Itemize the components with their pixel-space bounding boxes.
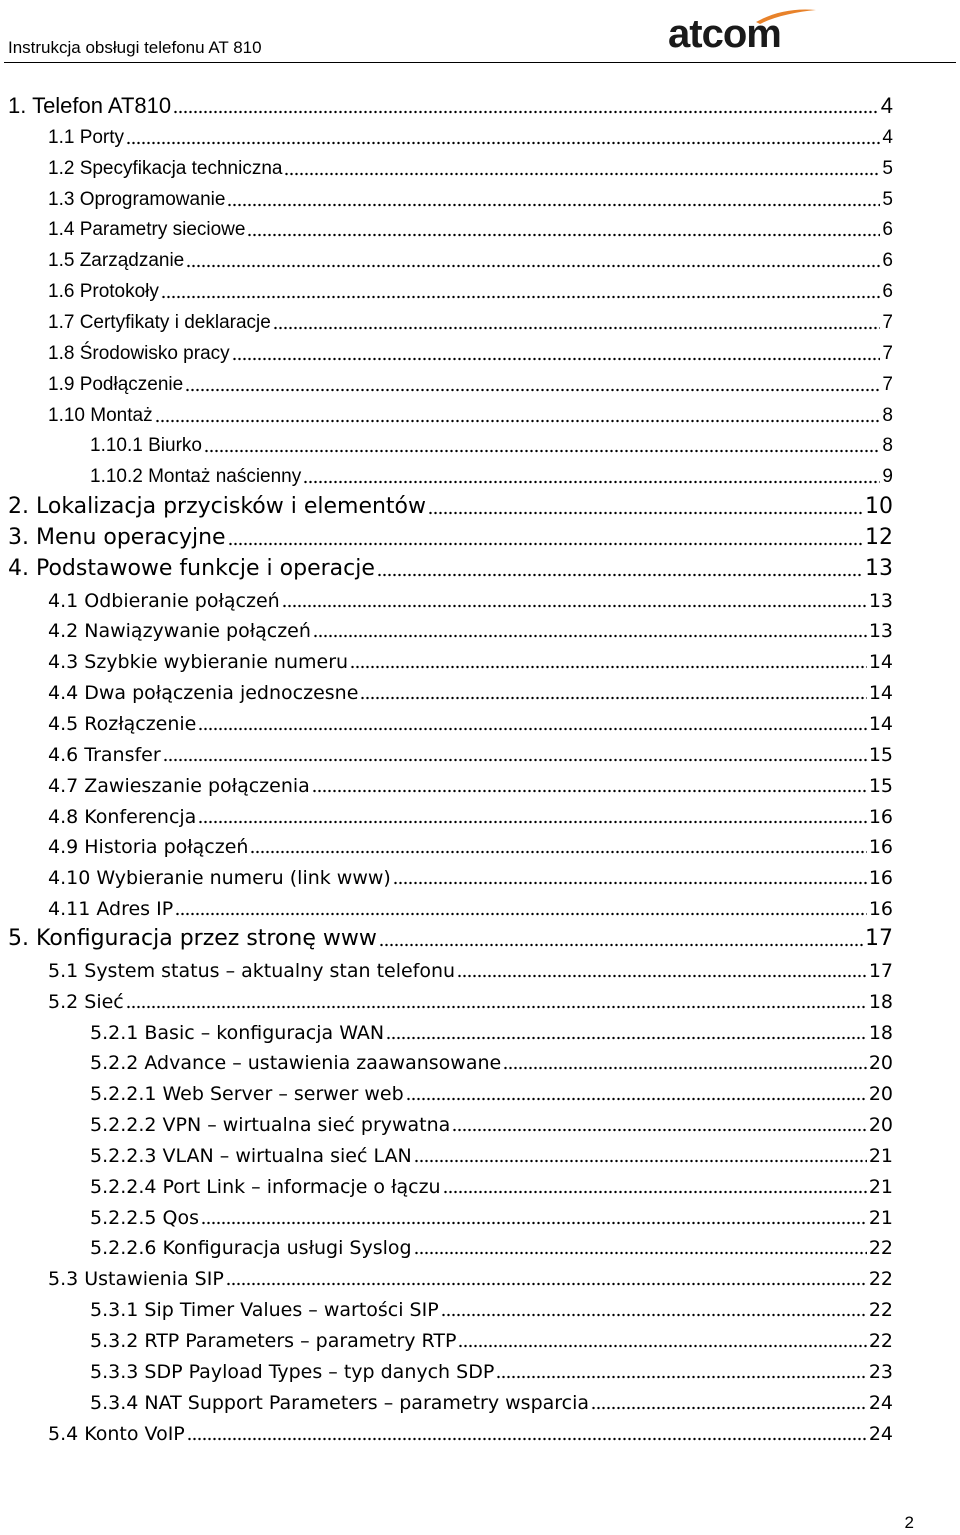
toc-leader-dots — [155, 413, 881, 423]
toc-entry[interactable] — [48, 798, 893, 829]
toc-entry-page: 21 — [868, 1207, 893, 1229]
toc-entry-label: 1.7 Certyfikaty i deklaracje — [48, 312, 271, 333]
toc-entry-label: 4.4 Dwa połączenia jednoczesne — [48, 682, 359, 704]
toc-entry[interactable] — [48, 150, 893, 181]
toc-leader-dots — [173, 104, 879, 114]
toc-entry[interactable] — [90, 427, 893, 458]
toc-entry[interactable] — [90, 1168, 893, 1199]
toc-entry-page: 8 — [882, 405, 893, 426]
toc-entry[interactable] — [48, 828, 893, 859]
toc-entry-label: 4.3 Szybkie wybieranie numeru — [48, 651, 349, 673]
toc-entry-label: 5.2.2 Advance – ustawienia zaawansowane — [90, 1052, 502, 1074]
toc-entry-page: 14 — [868, 651, 893, 673]
toc-entry-label: 4.8 Konferencja — [48, 806, 197, 828]
toc-entry-label: 5.2.2.4 Port Link – informacje o łączu — [90, 1176, 441, 1198]
toc-leader-dots — [441, 1307, 867, 1317]
toc-entry[interactable] — [90, 458, 893, 489]
toc-entry-page: 24 — [868, 1423, 893, 1445]
toc-entry-label: 4. Podstawowe funkcje i operacje — [8, 556, 375, 581]
toc-leader-dots — [360, 690, 866, 700]
atcom-logo — [664, 6, 824, 56]
toc-leader-dots — [204, 443, 880, 453]
toc-entry-page: 20 — [868, 1052, 893, 1074]
toc-entry-page: 8 — [882, 435, 893, 456]
toc-entry-page: 6 — [882, 281, 893, 302]
toc-entry-page: 4 — [880, 93, 893, 118]
toc-entry[interactable] — [90, 1322, 893, 1353]
toc-leader-dots — [185, 382, 880, 392]
toc-entry-page: 15 — [868, 775, 893, 797]
toc-leader-dots — [443, 1184, 867, 1194]
toc-entry-label: 1.10 Montaż — [48, 405, 153, 426]
toc-entry-page: 7 — [882, 343, 893, 364]
toc-leader-dots — [414, 1245, 867, 1255]
toc-entry-label: 5.3.1 Sip Timer Values – wartości SIP — [90, 1299, 439, 1321]
toc-entry-page: 22 — [868, 1268, 893, 1290]
toc-entry-page: 18 — [868, 991, 893, 1013]
toc-leader-dots — [503, 1060, 867, 1070]
toc-entry-page: 9 — [882, 466, 893, 487]
toc-leader-dots — [198, 814, 867, 824]
toc-entry-label: 5.3 Ustawienia SIP — [48, 1268, 224, 1290]
toc-entry-label: 4.2 Nawiązywanie połączeń — [48, 620, 311, 642]
toc-entry-page: 14 — [868, 682, 893, 704]
toc-entry-label: 4.7 Zawieszanie połączenia — [48, 775, 310, 797]
toc-entry-label: 5. Konfiguracja przez stronę www — [8, 926, 377, 951]
toc-entry[interactable] — [48, 643, 893, 674]
toc-entry[interactable] — [90, 1199, 893, 1230]
toc-entry-page: 7 — [882, 312, 893, 333]
toc-entry[interactable] — [48, 859, 893, 890]
toc-entry-page: 24 — [868, 1392, 893, 1414]
toc-entry[interactable] — [48, 304, 893, 335]
toc-leader-dots — [187, 1431, 867, 1441]
toc-entry-label: 1.10.1 Biurko — [90, 435, 202, 456]
toc-entry-page: 21 — [868, 1145, 893, 1167]
toc-leader-dots — [226, 1276, 867, 1286]
toc-entry-page: 22 — [868, 1330, 893, 1352]
toc-entry[interactable] — [48, 211, 893, 242]
toc-entry[interactable] — [90, 1229, 893, 1260]
page-number: 2 — [904, 1513, 914, 1532]
toc-entry[interactable] — [48, 890, 893, 921]
toc-entry-label: 1.2 Specyfikacja techniczna — [48, 158, 283, 179]
toc-leader-dots — [227, 197, 880, 207]
toc-entry-label: 4.1 Odbieranie połączeń — [48, 590, 280, 612]
toc-leader-dots — [313, 628, 867, 638]
toc-entry[interactable] — [48, 705, 893, 736]
toc-entry-label: 5.2.2.2 VPN – wirtualna sieć prywatna — [90, 1114, 451, 1136]
toc-entry[interactable] — [48, 1260, 893, 1291]
toc-entry-label: 1.8 Środowisko pracy — [48, 343, 230, 364]
toc-entry-label: 5.2.1 Basic – konfiguracja WAN — [90, 1022, 385, 1044]
toc-entry[interactable] — [48, 1415, 893, 1446]
toc-entry-label: 1.4 Parametry sieciowe — [48, 219, 246, 240]
toc-entry-label: 5.3.4 NAT Support Parameters – parametry wsparcia — [90, 1392, 590, 1414]
toc-leader-dots — [591, 1400, 867, 1410]
toc-entry-page: 16 — [868, 806, 893, 828]
toc-leader-dots — [414, 1153, 867, 1163]
toc-leader-dots — [379, 937, 863, 947]
toc-entry[interactable] — [90, 1384, 893, 1415]
toc-entry-label: 4.10 Wybieranie numeru (link www) — [48, 867, 391, 889]
toc-entry-label: 1.1 Porty — [48, 127, 125, 148]
toc-leader-dots — [126, 999, 867, 1009]
toc-entry[interactable] — [48, 674, 893, 705]
toc-leader-dots — [232, 351, 881, 361]
toc-entry-page: 20 — [868, 1114, 893, 1136]
toc-entry-page: 6 — [882, 219, 893, 240]
toc-leader-dots — [350, 659, 867, 669]
toc-entry-page: 10 — [865, 494, 893, 519]
toc-leader-dots — [250, 844, 866, 854]
toc-entry[interactable] — [48, 736, 893, 767]
toc-leader-dots — [228, 536, 863, 546]
toc-entry-page: 16 — [868, 867, 893, 889]
toc-leader-dots — [247, 227, 880, 237]
toc-entry[interactable] — [48, 366, 893, 397]
toc-leader-dots — [186, 258, 880, 268]
toc-entry-label: 1.5 Zarządzanie — [48, 250, 185, 271]
toc-entry-label: 5.4 Konto VoIP — [48, 1423, 185, 1445]
toc-leader-dots — [386, 1030, 867, 1040]
toc-leader-dots — [312, 783, 867, 793]
toc-leader-dots — [406, 1091, 867, 1101]
toc-entry[interactable] — [48, 612, 893, 643]
toc-leader-dots — [163, 752, 867, 762]
toc-entry-page: 20 — [868, 1083, 893, 1105]
toc-entry-label: 4.6 Transfer — [48, 744, 161, 766]
toc-entry-page: 13 — [868, 590, 893, 612]
toc-entry-page: 22 — [868, 1299, 893, 1321]
toc-entry-label: 5.1 System status – aktualny stan telefonu — [48, 960, 456, 982]
toc-leader-dots — [284, 166, 880, 176]
toc-entry-page: 22 — [868, 1237, 893, 1259]
toc-leader-dots — [458, 1338, 866, 1348]
toc-entry[interactable] — [48, 181, 893, 212]
toc-entry-page: 4 — [882, 127, 893, 148]
toc-entry-page: 13 — [865, 556, 893, 581]
toc-entry-label: 1.3 Oprogramowanie — [48, 189, 226, 210]
toc-leader-dots — [377, 567, 863, 577]
toc-leader-dots — [126, 135, 880, 145]
toc-entry[interactable] — [90, 1106, 893, 1137]
toc-entry-label: 4.5 Rozłączenie — [48, 713, 197, 735]
toc-entry[interactable] — [8, 489, 893, 520]
toc-entry-page: 6 — [882, 250, 893, 271]
toc-entry[interactable] — [8, 921, 893, 952]
toc-entry[interactable] — [90, 1075, 893, 1106]
toc-entry-page: 13 — [868, 620, 893, 642]
toc-entry-page: 21 — [868, 1176, 893, 1198]
page-header — [0, 0, 960, 66]
toc-entry-page: 7 — [882, 374, 893, 395]
toc-entry[interactable] — [48, 983, 893, 1014]
toc-leader-dots — [428, 505, 863, 515]
toc-entry[interactable] — [90, 1137, 893, 1168]
toc-entry-label: 1. Telefon AT810 — [8, 93, 172, 118]
toc-leader-dots — [393, 875, 867, 885]
toc-entry-label: 5.2.2.1 Web Server – serwer web — [90, 1083, 404, 1105]
toc-entry-page: 5 — [882, 189, 893, 210]
toc-leader-dots — [452, 1122, 866, 1132]
toc-entry-page: 23 — [868, 1361, 893, 1383]
toc-entry-page: 15 — [868, 744, 893, 766]
toc-entry-label: 1.6 Protokoły — [48, 281, 159, 302]
toc-leader-dots — [282, 598, 867, 608]
toc-entry-label: 5.2.2.6 Konfiguracja usługi Syslog — [90, 1237, 412, 1259]
toc-entry-page: 17 — [868, 960, 893, 982]
toc-entry-page: 16 — [868, 898, 893, 920]
toc-entry[interactable] — [48, 242, 893, 273]
toc-entry-label: 5.2.2.5 Qos — [90, 1207, 199, 1229]
toc-entry-page: 14 — [868, 713, 893, 735]
toc-entry-page: 12 — [865, 525, 893, 550]
toc-leader-dots — [175, 906, 867, 916]
logo-wordmark: atcom — [668, 12, 781, 56]
header-divider — [4, 62, 956, 63]
toc-entry-page: 17 — [865, 926, 893, 951]
toc-entry-label: 2. Lokalizacja przycisków i elementów — [8, 494, 427, 519]
toc-entry[interactable] — [48, 952, 893, 983]
toc-entry-page: 5 — [882, 158, 893, 179]
document-title: Instrukcja obsługi telefonu AT 810 — [8, 38, 262, 57]
toc-entry[interactable] — [48, 119, 893, 150]
toc-entry-page: 18 — [868, 1022, 893, 1044]
toc-leader-dots — [273, 320, 881, 330]
toc-leader-dots — [201, 1215, 867, 1225]
toc-entry-label: 5.2 Sieć — [48, 991, 124, 1013]
toc-entry[interactable] — [48, 767, 893, 798]
toc-entry-page: 16 — [868, 836, 893, 858]
toc-entry[interactable] — [48, 335, 893, 366]
toc-entry[interactable] — [90, 1044, 893, 1075]
toc-leader-dots — [303, 474, 880, 484]
toc-entry[interactable] — [90, 1353, 893, 1384]
toc-entry-label: 5.3.3 SDP Payload Types – typ danych SDP — [90, 1361, 495, 1383]
toc-entry-label: 3. Menu operacyjne — [8, 525, 226, 550]
toc-entry[interactable] — [48, 582, 893, 613]
toc-leader-dots — [198, 721, 866, 731]
toc-leader-dots — [457, 968, 867, 978]
toc-entry[interactable] — [8, 520, 893, 551]
toc-entry-label: 4.9 Historia połączeń — [48, 836, 249, 858]
toc-entry[interactable] — [8, 88, 893, 119]
toc-entry[interactable] — [8, 551, 893, 582]
toc-leader-dots — [161, 289, 881, 299]
toc-entry-label: 5.3.2 RTP Parameters – parametry RTP — [90, 1330, 457, 1352]
toc-entry-label: 1.10.2 Montaż naścienny — [90, 466, 302, 487]
toc-entry[interactable] — [48, 273, 893, 304]
toc-entry[interactable] — [90, 1014, 893, 1045]
toc-leader-dots — [496, 1369, 867, 1379]
toc-entry-label: 5.2.2.3 VLAN – wirtualna sieć LAN — [90, 1145, 412, 1167]
toc-entry-label: 4.11 Adres IP — [48, 898, 174, 920]
toc-entry[interactable] — [48, 397, 893, 428]
toc-entry-label: 1.9 Podłączenie — [48, 374, 184, 395]
toc-entry[interactable] — [90, 1291, 893, 1322]
